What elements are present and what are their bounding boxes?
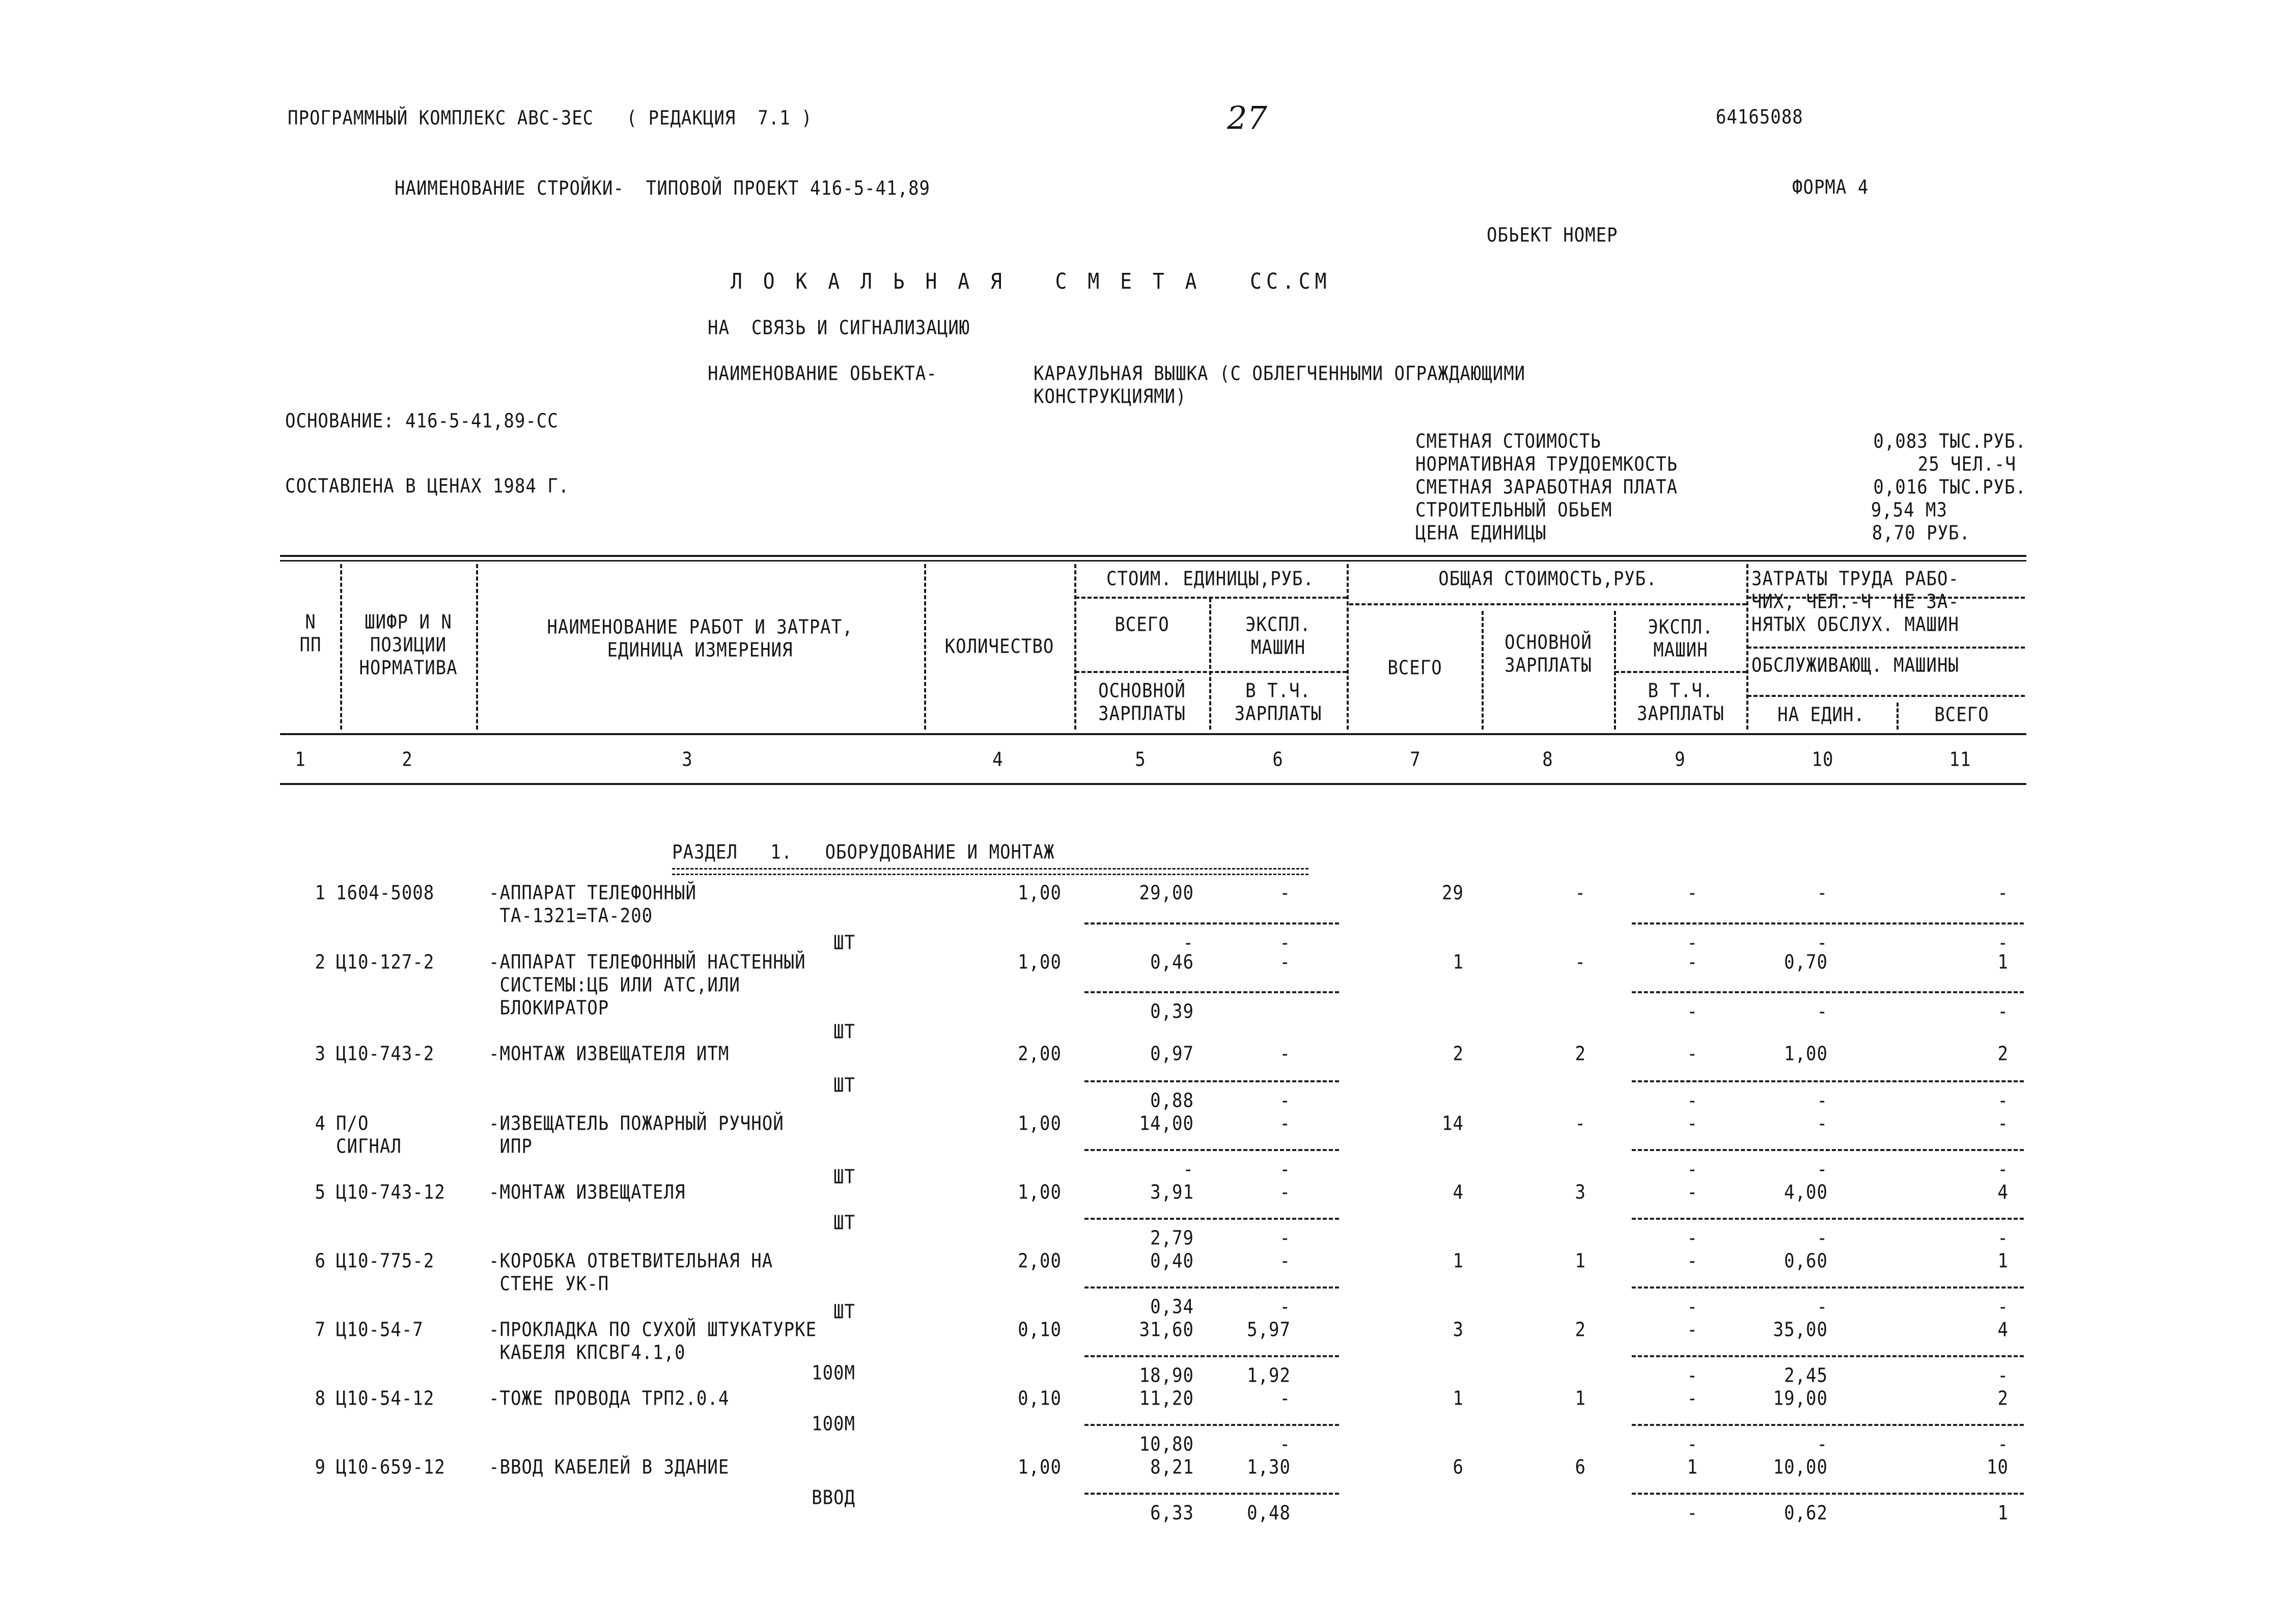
column-number: 10 bbox=[1812, 748, 1834, 771]
row-labor-machines-per-unit: - bbox=[1817, 1296, 1828, 1319]
row-unit-total: 0,97 bbox=[1150, 1043, 1194, 1066]
row-quantity: 1,00 bbox=[1018, 1181, 1062, 1204]
row-unit: 100М bbox=[812, 1413, 855, 1436]
row-labor-total: 4 bbox=[1997, 1319, 2009, 1341]
row-unit-machines: - bbox=[1279, 882, 1291, 905]
row-number: 5 bbox=[315, 1181, 326, 1204]
row-unit-machine-salary: 0,48 bbox=[1247, 1502, 1291, 1525]
table-top-rule bbox=[280, 560, 2026, 562]
summary-value: 9,54 М3 bbox=[1871, 499, 1947, 522]
row-name: -ПРОКЛАДКА ПО СУХОЙ ШТУКАТУРКЕ КАБЕЛЯ КПСВГ4.1,0 bbox=[489, 1319, 817, 1364]
row-unit: ШТ bbox=[833, 1166, 855, 1189]
row-labor-machines-total: - bbox=[1997, 1158, 2009, 1181]
row-unit-machines: 1,30 bbox=[1247, 1456, 1291, 1479]
row-labor-total: 10 bbox=[1987, 1456, 2009, 1479]
col-header-unit-machines: ЭКСПЛ. МАШИН bbox=[1245, 613, 1311, 659]
col-header-machines: ЭКСПЛ. МАШИН bbox=[1648, 616, 1714, 662]
row-salary: 1 bbox=[1575, 1250, 1586, 1273]
summary-label: ЦЕНА ЕДИНИЦЫ bbox=[1415, 522, 1547, 545]
row-name: -КОРОБКА ОТВЕТВИТЕЛЬНАЯ НА СТЕНЕ УК-П bbox=[489, 1250, 773, 1296]
row-unit: ШТ bbox=[833, 1021, 855, 1044]
row-code: Ц10-54-7 bbox=[336, 1319, 424, 1341]
row-labor-per-unit: 0,60 bbox=[1784, 1250, 1828, 1273]
row-divider bbox=[1632, 991, 2024, 993]
row-name: -ВВОД КАБЕЛЕЙ В ЗДАНИЕ bbox=[489, 1456, 730, 1479]
col-group-labor: ЗАТРАТЫ ТРУДА РАБО- ЧИХ, ЧЕЛ.-Ч НЕ ЗА- НЯТЫХ ОБСЛУХ. МАШИН bbox=[1751, 568, 1959, 636]
prices-note: СОСТАВЛЕНА В ЦЕНАХ 1984 Г. bbox=[285, 475, 570, 498]
row-quantity: 2,00 bbox=[1018, 1250, 1062, 1273]
summary-label: СМЕТНАЯ СТОИМОСТЬ bbox=[1415, 430, 1601, 453]
row-name: -АППАРАТ ТЕЛЕФОННЫЙ ТА-1321=ТА-200 bbox=[489, 882, 696, 928]
row-divider bbox=[1632, 1149, 2024, 1151]
row-labor-machines-total: - bbox=[1997, 1089, 2009, 1112]
row-labor-machines-total: - bbox=[1997, 1000, 2009, 1023]
row-divider bbox=[1632, 1493, 2024, 1495]
row-unit-machines: - bbox=[1279, 1250, 1291, 1273]
row-quantity: 2,00 bbox=[1018, 1043, 1062, 1066]
summary-value: 25 ЧЕЛ.-Ч bbox=[1917, 453, 2016, 476]
row-divider bbox=[1632, 1424, 2024, 1426]
row-unit-salary: - bbox=[1183, 932, 1194, 955]
row-name: -МОНТАЖ ИЗВЕЩАТЕЛЯ ИТМ bbox=[489, 1043, 730, 1066]
column-number: 5 bbox=[1135, 748, 1146, 771]
col-header-unit-salary: ОСНОВНОЙ ЗАРПЛАТЫ bbox=[1098, 680, 1186, 725]
column-number-rule bbox=[280, 733, 2026, 735]
column-divider bbox=[1347, 564, 1349, 730]
row-unit-salary: 2,79 bbox=[1150, 1227, 1194, 1250]
row-labor-machines-total: - bbox=[1997, 1227, 2009, 1250]
row-machines: - bbox=[1687, 1181, 1698, 1204]
row-machine-salary: - bbox=[1687, 1296, 1698, 1319]
row-salary: 3 bbox=[1575, 1181, 1586, 1204]
row-salary: 2 bbox=[1575, 1043, 1586, 1066]
row-machine-salary: - bbox=[1687, 1433, 1698, 1456]
program-title: ПРОГРАММНЫЙ КОМПЛЕКС АВС-3ЕС ( РЕДАКЦИЯ 7.1 ) bbox=[288, 107, 813, 130]
summary-value: 0,083 ТЫС.РУБ. bbox=[1873, 430, 2026, 453]
row-divider bbox=[1084, 1149, 1339, 1151]
header-divider bbox=[1615, 671, 1746, 673]
row-labor-per-unit: 10,00 bbox=[1773, 1456, 1828, 1479]
row-labor-per-unit: - bbox=[1817, 882, 1828, 905]
row-labor-total: 1 bbox=[1997, 1250, 2009, 1273]
row-labor-machines-per-unit: - bbox=[1817, 1000, 1828, 1023]
row-divider bbox=[1084, 1493, 1339, 1495]
header-divider bbox=[1747, 695, 2025, 697]
row-salary: - bbox=[1575, 951, 1586, 974]
row-unit-total: 14,00 bbox=[1139, 1112, 1194, 1135]
row-divider bbox=[1632, 1080, 2024, 1082]
header-divider bbox=[1075, 671, 1347, 673]
row-unit: 100М bbox=[812, 1362, 855, 1385]
column-divider bbox=[476, 564, 478, 730]
column-number: 3 bbox=[682, 748, 693, 771]
row-unit: ШТ bbox=[833, 1301, 855, 1324]
column-number: 9 bbox=[1675, 748, 1686, 771]
row-unit-total: 0,40 bbox=[1150, 1250, 1194, 1273]
row-unit-salary: - bbox=[1183, 1158, 1194, 1181]
section-underline bbox=[672, 868, 1308, 875]
row-labor-machines-per-unit: - bbox=[1817, 1158, 1828, 1181]
row-unit-salary: 18,90 bbox=[1139, 1364, 1194, 1387]
col-header-name: НАИМЕНОВАНИЕ РАБОТ И ЗАТРАТ, ЕДИНИЦА ИЗМЕРЕНИЯ bbox=[547, 616, 853, 662]
document-subject: НА СВЯЗЬ И СИГНАЛИЗАЦИЮ bbox=[708, 317, 970, 340]
row-salary: 2 bbox=[1575, 1319, 1586, 1341]
row-total: 3 bbox=[1453, 1319, 1464, 1341]
document-title: Л О К А Л Ь Н А Я С М Е Т А СС.СМ bbox=[731, 268, 1331, 294]
row-total: 29 bbox=[1442, 882, 1464, 905]
col-header-per-unit: НА ЕДИН. bbox=[1777, 704, 1865, 726]
row-machine-salary: - bbox=[1687, 1158, 1698, 1181]
row-unit-total: 3,91 bbox=[1150, 1181, 1194, 1204]
row-divider bbox=[1632, 1218, 2024, 1220]
col-header-quantity: КОЛИЧЕСТВО bbox=[944, 635, 1054, 658]
row-name: -ИЗВЕЩАТЕЛЬ ПОЖАРНЫЙ РУЧНОЙ ИПР bbox=[489, 1112, 784, 1158]
row-total: 6 bbox=[1453, 1456, 1464, 1479]
row-machines: - bbox=[1687, 1112, 1698, 1135]
row-number: 8 bbox=[315, 1387, 326, 1410]
row-total: 4 bbox=[1453, 1181, 1464, 1204]
row-labor-machines-per-unit: 0,62 bbox=[1784, 1502, 1828, 1525]
row-unit-total: 31,60 bbox=[1139, 1319, 1194, 1341]
row-unit-machines: - bbox=[1279, 1181, 1291, 1204]
row-unit-total: 0,46 bbox=[1150, 951, 1194, 974]
row-unit-machine-salary: - bbox=[1279, 1158, 1291, 1181]
column-number: 4 bbox=[992, 748, 1004, 771]
row-labor-machines-total: - bbox=[1997, 932, 2009, 955]
row-quantity: 0,10 bbox=[1018, 1387, 1062, 1410]
header-divider bbox=[1747, 647, 2025, 649]
row-machines: - bbox=[1687, 1043, 1698, 1066]
row-machine-salary: - bbox=[1687, 932, 1698, 955]
row-code: Ц10-659-12 bbox=[336, 1456, 445, 1479]
doc-code: 64165088 bbox=[1716, 106, 1803, 129]
row-name: -ТОЖЕ ПРОВОДА ТРП2.0.4 bbox=[489, 1387, 730, 1410]
row-divider bbox=[1632, 1355, 2024, 1357]
row-labor-per-unit: 35,00 bbox=[1773, 1319, 1828, 1341]
row-quantity: 1,00 bbox=[1018, 1456, 1062, 1479]
row-labor-machines-total: - bbox=[1997, 1296, 2009, 1319]
row-labor-machines-per-unit: - bbox=[1817, 1227, 1828, 1250]
row-labor-total: 2 bbox=[1997, 1387, 2009, 1410]
row-name: -АППАРАТ ТЕЛЕФОННЫЙ НАСТЕННЫЙ СИСТЕМЫ:ЦБ ИЛИ АТС,ИЛИ БЛОКИРАТОР bbox=[489, 951, 806, 1020]
row-quantity: 1,00 bbox=[1018, 951, 1062, 974]
row-total: 2 bbox=[1453, 1043, 1464, 1066]
col-group-total-cost: ОБЩАЯ СТОИМОСТЬ,РУБ. bbox=[1438, 568, 1657, 591]
row-unit: ШТ bbox=[833, 932, 855, 955]
row-unit-machine-salary: 1,92 bbox=[1247, 1364, 1291, 1387]
row-labor-per-unit: 4,00 bbox=[1784, 1181, 1828, 1204]
row-machine-salary: - bbox=[1687, 1000, 1698, 1023]
row-salary: - bbox=[1575, 1112, 1586, 1135]
row-labor-per-unit: 19,00 bbox=[1773, 1387, 1828, 1410]
column-number: 1 bbox=[295, 748, 306, 771]
row-number: 6 bbox=[315, 1250, 326, 1273]
col-header-labor-total: ВСЕГО bbox=[1934, 704, 1989, 726]
row-labor-total: 4 bbox=[1997, 1181, 2009, 1204]
row-labor-machines-total: 1 bbox=[1997, 1502, 2009, 1525]
row-unit-machines: - bbox=[1279, 1043, 1291, 1066]
row-salary: - bbox=[1575, 882, 1586, 905]
row-unit-salary: 0,39 bbox=[1150, 1000, 1194, 1023]
col-header-code: ШИФР И N ПОЗИЦИИ НОРМАТИВА bbox=[359, 611, 458, 680]
row-number: 7 bbox=[315, 1319, 326, 1341]
row-unit-total: 8,21 bbox=[1150, 1456, 1194, 1479]
row-labor-per-unit: 0,70 bbox=[1784, 951, 1828, 974]
object-label: НАИМЕНОВАНИЕ ОБЬЕКТА- bbox=[708, 362, 937, 385]
row-unit-machines: - bbox=[1279, 1387, 1291, 1410]
row-code: Ц10-127-2 bbox=[336, 951, 435, 974]
row-machines: 1 bbox=[1687, 1456, 1698, 1479]
row-machines: - bbox=[1687, 1319, 1698, 1341]
row-quantity: 1,00 bbox=[1018, 882, 1062, 905]
row-unit-machine-salary: - bbox=[1279, 1227, 1291, 1250]
summary-value: 0,016 ТЫС.РУБ. bbox=[1873, 476, 2026, 499]
row-labor-machines-total: - bbox=[1997, 1433, 2009, 1456]
row-total: 1 bbox=[1453, 951, 1464, 974]
row-name: -МОНТАЖ ИЗВЕЩАТЕЛЯ bbox=[489, 1181, 686, 1204]
row-unit-salary: 0,88 bbox=[1150, 1089, 1194, 1112]
summary-label: СТРОИТЕЛЬНЫЙ ОБЬЕМ bbox=[1415, 499, 1612, 522]
row-unit-total: 29,00 bbox=[1139, 882, 1194, 905]
col-header-salary: ОСНОВНОЙ ЗАРПЛАТЫ bbox=[1504, 631, 1592, 677]
row-labor-machines-per-unit: - bbox=[1817, 1433, 1828, 1456]
summary-value: 8,70 РУБ. bbox=[1872, 522, 1970, 545]
column-number: 7 bbox=[1410, 748, 1421, 771]
row-unit-machines: 5,97 bbox=[1247, 1319, 1291, 1341]
row-number: 9 bbox=[315, 1456, 326, 1479]
row-labor-total: 1 bbox=[1997, 951, 2009, 974]
row-divider bbox=[1084, 1286, 1339, 1289]
row-divider bbox=[1084, 1424, 1339, 1426]
row-code: Ц10-54-12 bbox=[336, 1387, 435, 1410]
row-quantity: 1,00 bbox=[1018, 1112, 1062, 1135]
row-quantity: 0,10 bbox=[1018, 1319, 1062, 1341]
row-labor-per-unit: 1,00 bbox=[1784, 1043, 1828, 1066]
row-machine-salary: - bbox=[1687, 1364, 1698, 1387]
table-top-rule bbox=[280, 555, 2026, 557]
row-divider bbox=[1084, 991, 1339, 993]
header-divider bbox=[1349, 603, 1746, 605]
row-machine-salary: - bbox=[1687, 1502, 1698, 1525]
col-group-unit-cost: СТОИМ. ЕДИНИЦЫ,РУБ. bbox=[1106, 568, 1314, 591]
row-machines: - bbox=[1687, 1250, 1698, 1273]
row-divider bbox=[1632, 922, 2024, 925]
row-number: 3 bbox=[315, 1043, 326, 1066]
row-unit-total: 11,20 bbox=[1139, 1387, 1194, 1410]
row-number: 4 bbox=[315, 1112, 326, 1135]
row-unit-salary: 0,34 bbox=[1150, 1296, 1194, 1319]
row-code: Ц10-743-12 bbox=[336, 1181, 445, 1204]
col-header-machine-salary: В Т.Ч. ЗАРПЛАТЫ bbox=[1637, 680, 1724, 725]
row-code: 1604-5008 bbox=[336, 882, 435, 905]
row-labor-machines-per-unit: - bbox=[1817, 1089, 1828, 1112]
col-header-unit-machine-salary: В Т.Ч. ЗАРПЛАТЫ bbox=[1234, 680, 1322, 725]
row-divider bbox=[1084, 1355, 1339, 1357]
row-labor-machines-total: - bbox=[1997, 1364, 2009, 1387]
construction-name: НАИМЕНОВАНИЕ СТРОЙКИ- ТИПОВОЙ ПРОЕКТ 416-5-41,89 bbox=[395, 177, 931, 200]
column-number: 11 bbox=[1949, 748, 1971, 771]
object-number-label: ОБЬЕКТ НОМЕР bbox=[1487, 224, 1618, 247]
form-label: ФОРМА 4 bbox=[1792, 176, 1869, 199]
row-unit-machines: - bbox=[1279, 1112, 1291, 1135]
row-unit-machine-salary: - bbox=[1279, 932, 1291, 955]
row-divider bbox=[1632, 1286, 2024, 1289]
summary-label: НОРМАТИВНАЯ ТРУДОЕМКОСТЬ bbox=[1415, 453, 1678, 476]
row-unit-salary: 10,80 bbox=[1139, 1433, 1194, 1456]
row-unit: ШТ bbox=[833, 1212, 855, 1235]
row-unit-machine-salary: - bbox=[1279, 1296, 1291, 1319]
row-unit: ВВОД bbox=[812, 1487, 855, 1509]
header-bottom-rule bbox=[280, 783, 2026, 785]
col-header-number: N ПП bbox=[299, 611, 322, 657]
summary-label: СМЕТНАЯ ЗАРАБОТНАЯ ПЛАТА bbox=[1415, 476, 1678, 499]
row-code: Ц10-743-2 bbox=[336, 1043, 435, 1066]
row-unit-machine-salary: - bbox=[1279, 1433, 1291, 1456]
object-name-line2: КОНСТРУКЦИЯМИ) bbox=[1034, 385, 1187, 408]
row-total: 14 bbox=[1442, 1112, 1464, 1135]
column-number: 6 bbox=[1272, 748, 1284, 771]
row-labor-machines-per-unit: 2,45 bbox=[1784, 1364, 1828, 1387]
row-salary: 6 bbox=[1575, 1456, 1586, 1479]
row-total: 1 bbox=[1453, 1387, 1464, 1410]
row-number: 1 bbox=[315, 882, 326, 905]
basis: ОСНОВАНИЕ: 416-5-41,89-СС bbox=[285, 410, 559, 433]
row-labor-machines-per-unit: - bbox=[1817, 932, 1828, 955]
header-divider bbox=[1075, 597, 1347, 599]
page-number: 27 bbox=[1227, 99, 1267, 136]
row-unit: ШТ bbox=[833, 1074, 855, 1097]
row-unit-salary: 6,33 bbox=[1150, 1502, 1194, 1525]
row-total: 1 bbox=[1453, 1250, 1464, 1273]
row-number: 2 bbox=[315, 951, 326, 974]
col-header-unit-total: ВСЕГО bbox=[1114, 613, 1169, 636]
col-header-total: ВСЕГО bbox=[1387, 657, 1442, 680]
row-unit-machines: - bbox=[1279, 951, 1291, 974]
row-salary: 1 bbox=[1575, 1387, 1586, 1410]
col-header-labor-machines: ОБСЛУЖИВАЮЩ. МАШИНЫ bbox=[1751, 654, 1959, 677]
row-divider bbox=[1084, 1080, 1339, 1082]
row-labor-per-unit: - bbox=[1817, 1112, 1828, 1135]
row-divider bbox=[1084, 922, 1339, 925]
row-labor-total: - bbox=[1997, 1112, 2009, 1135]
object-name-line1: КАРАУЛЬНАЯ ВЫШКА (С ОБЛЕГЧЕННЫМИ ОГРАЖДАЮЩИМИ bbox=[1034, 362, 1526, 385]
row-machines: - bbox=[1687, 882, 1698, 905]
row-machine-salary: - bbox=[1687, 1089, 1698, 1112]
row-machines: - bbox=[1687, 1387, 1698, 1410]
column-number: 2 bbox=[402, 748, 413, 771]
row-labor-total: 2 bbox=[1997, 1043, 2009, 1066]
row-machine-salary: - bbox=[1687, 1227, 1698, 1250]
row-code: Ц10-775-2 bbox=[336, 1250, 435, 1273]
row-divider bbox=[1084, 1218, 1339, 1220]
row-code: П/О СИГНАЛ bbox=[336, 1112, 402, 1158]
section-title: РАЗДЕЛ 1. ОБОРУДОВАНИЕ И МОНТАЖ bbox=[672, 841, 1055, 864]
column-number: 8 bbox=[1542, 748, 1553, 771]
row-labor-total: - bbox=[1997, 882, 2009, 905]
row-machines: - bbox=[1687, 951, 1698, 974]
row-unit-machine-salary: - bbox=[1279, 1089, 1291, 1112]
